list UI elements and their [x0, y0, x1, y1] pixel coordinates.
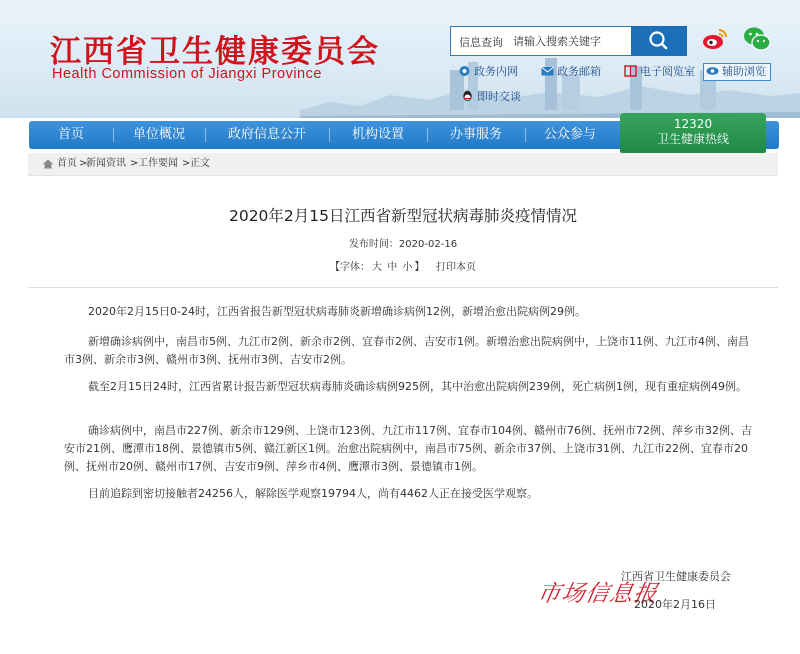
qq-icon	[461, 90, 474, 102]
quick-link-label: 政务邮箱	[557, 65, 601, 78]
search-category[interactable]: 信息查询	[459, 36, 503, 49]
search-button[interactable]	[631, 26, 687, 56]
quick-link-intranet[interactable]	[458, 64, 518, 80]
quick-link-chat[interactable]	[461, 89, 521, 105]
hotline-button[interactable]	[620, 113, 766, 153]
article-paragraph: 2020年2月15日0-24时，江西省报告新型冠状病毒肺炎新增确诊病例12例，新增治愈出院病例29例。	[88, 305, 586, 318]
breadcrumb	[28, 153, 778, 176]
quick-link-label: 政务内网	[474, 65, 518, 78]
article-paragraph: 新增确诊病例中，南昌市5例、九江市2例、新余市2例、宜春市2例、吉安市1例。新增治愈出院病例中，上饶市11例、九江市4例、南昌市3例、新余市3例、赣州市3例、抚州市3例、吉安市2例。	[64, 335, 749, 366]
wechat-icon[interactable]	[743, 26, 771, 52]
quick-link-reading-room[interactable]	[624, 64, 695, 80]
quick-link-label: 辅助浏览	[722, 65, 766, 78]
quick-link-label: 电子阅览室	[640, 65, 695, 78]
network-icon	[458, 65, 471, 77]
nav-item-about[interactable]: 单位概况	[132, 127, 185, 142]
nav-item-participation[interactable]: 公众参与	[543, 127, 596, 142]
font-size-label: 【字体：	[330, 262, 371, 273]
weibo-icon[interactable]	[702, 27, 728, 51]
nav-item-structure[interactable]: 机构设置	[351, 127, 404, 142]
quick-link-mail[interactable]	[541, 64, 601, 80]
article-paragraph: 确诊病例中，南昌市227例、新余市129例、上饶市123例、九江市117例、宜春市104例、赣州市76例、抚州市72例、萍乡市32例、吉安市21例、鹰潭市18例、景德镇市5例、赣江新区1例。治愈出院病例中，南昌市75例、新余市37例、上饶市31例、九江市22例、宜春市20例、抚州市20例、赣州市17例、吉安市9例、萍乡市4例、鹰潭市3例、景德镇市1例。	[64, 424, 752, 473]
quick-link-label: 即时交谈	[477, 90, 521, 103]
breadcrumb-news[interactable]: 新闻资讯	[86, 158, 126, 169]
font-size-large[interactable]: 大	[372, 262, 383, 273]
hotline-number: 12320	[673, 117, 713, 131]
mail-icon	[541, 65, 554, 77]
book-icon	[624, 65, 637, 77]
nav-item-services[interactable]: 办事服务	[449, 127, 502, 142]
search-input[interactable]	[513, 31, 631, 51]
article-paragraph: 目前追踪到密切接触者24256人，解除医学观察19794人，尚有4462人正在接受医学观察。	[88, 487, 538, 500]
site-header	[0, 0, 800, 118]
site-title[interactable]: 江西省卫生健康委员会	[50, 34, 380, 70]
print-button[interactable]: 打印本页	[435, 262, 476, 273]
quick-link-accessibility[interactable]	[703, 63, 771, 81]
nav-item-gov-info[interactable]: 政府信息公开	[227, 127, 306, 142]
site-subtitle[interactable]: Health Commission of Jiangxi Province	[52, 66, 322, 82]
hotline-label: 卫生健康热线	[656, 132, 729, 146]
search-bar	[450, 26, 687, 56]
breadcrumb-work-news[interactable]: 工作要闻	[138, 158, 178, 169]
signature-org: 江西省卫生健康委员会	[621, 570, 731, 583]
eye-icon	[706, 65, 719, 77]
search-icon	[631, 26, 687, 56]
publish-time: 发布时间：2020-02-16	[348, 239, 458, 250]
nav-item-home[interactable]: 首页	[57, 127, 84, 142]
breadcrumb-current: 正文	[190, 158, 210, 169]
article-title: 2020年2月15日江西省新型冠状病毒肺炎疫情情况	[228, 207, 578, 225]
signature-date: 2020年2月16日	[634, 598, 716, 611]
font-size-small[interactable]: 小	[402, 262, 413, 273]
article-tools	[28, 258, 778, 273]
breadcrumb-home[interactable]: 首页	[57, 158, 77, 169]
breadcrumb-separator: >	[182, 158, 191, 169]
breadcrumb-separator: >	[130, 158, 139, 169]
article-container	[28, 176, 778, 654]
home-icon	[42, 158, 54, 170]
font-size-close: 】	[414, 262, 425, 273]
breadcrumb-separator: >	[79, 158, 88, 169]
font-size-medium[interactable]: 中	[387, 262, 398, 273]
newspaper-watermark: 市场信息报	[535, 581, 660, 607]
title-divider	[28, 287, 778, 288]
article-paragraph: 截至2月15日24时，江西省累计报告新型冠状病毒肺炎确诊病例925例，其中治愈出院病例239例，死亡病例1例，现有重症病例49例。	[88, 380, 747, 393]
